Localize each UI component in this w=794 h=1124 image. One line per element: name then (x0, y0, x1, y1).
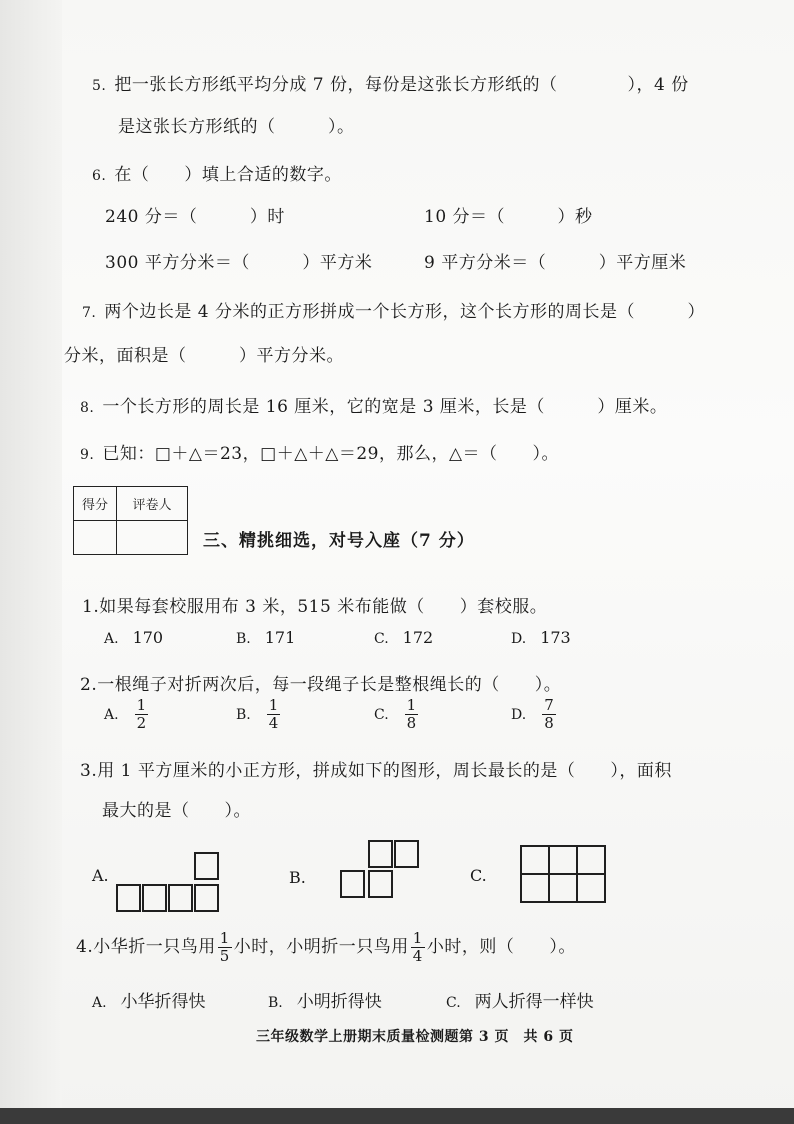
square-cell (340, 870, 365, 898)
mc4-option-a: A. 小华折得快 (92, 992, 206, 1012)
q9-line: 9. 已知：□＋△＝23，□＋△＋△＝29，那么，△＝（ ）。 (80, 444, 560, 464)
fraction: $\frac{7}{8}$ (544, 696, 554, 732)
mc2-option-b: B. $\frac{1}{4}$ (236, 696, 279, 732)
fraction: $\frac{1}{2}$ (136, 696, 147, 732)
mc4-option-c: C. 两人折得一样快 (446, 992, 594, 1012)
shape-c-label: C. (470, 866, 487, 885)
mc1-question: 1.如果每套校服用布 3 米，515 米布能做（ ）套校服。 (82, 597, 548, 617)
mc1-option-a: A. 170 (104, 628, 164, 647)
square-cell (520, 845, 550, 875)
square-cell (520, 873, 550, 903)
mc3-line2: 最大的是（ ）。 (102, 801, 251, 821)
square-cell (168, 884, 193, 912)
square-cell (576, 873, 606, 903)
q6-item-4: 9 平方分米＝（ ）平方厘米 (424, 253, 687, 273)
mc4-question: 4.小华折一只鸟用 $\frac{1}{5}$ 小时，小明折一只鸟用 $\frac{1}{4}$ 小时，则（ ）。 (76, 929, 576, 965)
mc1-option-b: B. 171 (236, 628, 296, 647)
mc3-line1: 3.用 1 平方厘米的小正方形，拼成如下的图形，周长最长的是（ ），面积 (80, 761, 672, 781)
fraction: $\frac{1}{5}$ (219, 929, 230, 965)
shape-c (520, 845, 606, 907)
mc1-option-d: D. 173 (511, 628, 571, 647)
q6-item-2: 10 分＝（ ）秒 (424, 207, 593, 227)
square-cell (194, 852, 219, 880)
page-edge-shadow (0, 0, 62, 1124)
square-cell (368, 840, 393, 868)
page-footer: 三年级数学上册期末质量检测题第 3 页 共 6 页 (256, 1029, 574, 1045)
q5-line1: 5. 把一张长方形纸平均分成 7 份，每份是这张长方形纸的（ ），4 份 (92, 75, 689, 95)
square-cell (548, 845, 578, 875)
q7-line2: 分米，面积是（ ）平方分米。 (64, 346, 344, 366)
square-cell (142, 884, 167, 912)
square-cell (394, 840, 419, 868)
score-box (73, 486, 188, 555)
score-cell (74, 521, 117, 555)
mc2-option-d: D. $\frac{7}{8}$ (511, 696, 554, 732)
grader-label: 评卷人 (117, 487, 188, 521)
score-label: 得分 (74, 487, 117, 521)
grader-cell (117, 521, 188, 555)
square-cell (548, 873, 578, 903)
mc2-question: 2.一根绳子对折两次后，每一段绳子长是整根绳长的（ ）。 (80, 675, 562, 695)
q7-line1: 7. 两个边长是 4 分米的正方形拼成一个长方形，这个长方形的周长是（ ） (82, 302, 705, 322)
square-cell (116, 884, 141, 912)
scan-bottom-edge (0, 1108, 794, 1124)
shape-b-label: B. (289, 868, 306, 887)
mc2-option-a: A. $\frac{1}{2}$ (104, 696, 147, 732)
square-cell (194, 884, 219, 912)
q6-item-3: 300 平方分米＝（ ）平方米 (105, 253, 373, 273)
q8-line: 8. 一个长方形的周长是 16 厘米，它的宽是 3 厘米，长是（ ）厘米。 (80, 397, 668, 417)
square-cell (576, 845, 606, 875)
shape-a-label: A. (92, 866, 109, 885)
q6-item-1: 240 分＝（ ）时 (105, 207, 285, 227)
fraction: $\frac{1}{8}$ (406, 696, 417, 732)
square-cell (368, 870, 393, 898)
q5-line2: 是这张长方形纸的（ ）。 (118, 117, 355, 137)
fraction: $\frac{1}{4}$ (268, 696, 279, 732)
shape-a (116, 852, 226, 914)
q6-prompt: 6. 在（ ）填上合适的数字。 (92, 165, 342, 185)
mc4-option-b: B. 小明折得快 (268, 992, 382, 1012)
fraction: $\frac{1}{4}$ (412, 929, 423, 965)
section-title: 三、精挑细选，对号入座（7 分） (203, 531, 475, 551)
mc2-option-c: C. $\frac{1}{8}$ (374, 696, 417, 732)
mc1-option-c: C. 172 (374, 628, 434, 647)
shape-b (340, 840, 424, 902)
